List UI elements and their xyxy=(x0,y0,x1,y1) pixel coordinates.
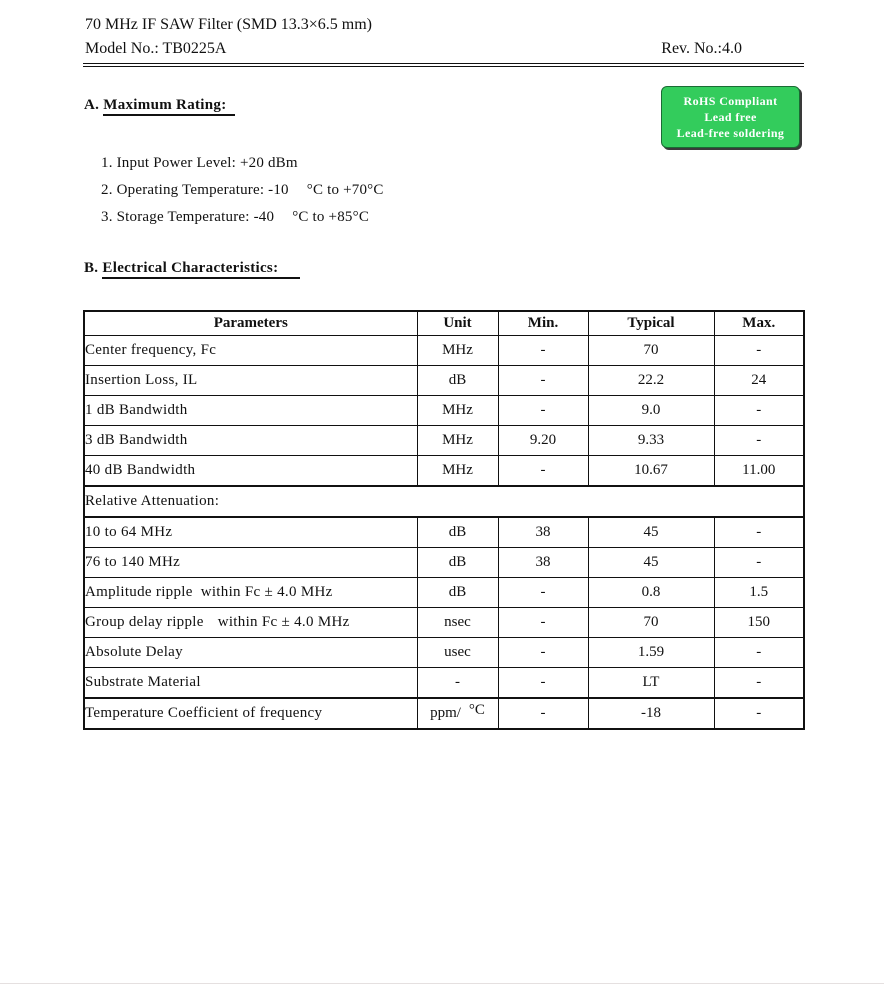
table-row: Center frequency, Fc MHz - 70 - xyxy=(84,336,804,366)
section-b-prefix: B. xyxy=(84,260,99,276)
document-header xyxy=(85,14,804,60)
header-unit: Unit xyxy=(417,311,498,336)
table-row: Absolute Delay usec - 1.59 - xyxy=(84,638,804,668)
section-a-prefix: A. xyxy=(84,97,100,113)
rating-item: 3. Storage Temperature: -40 °C to +85°C xyxy=(101,209,370,225)
table-row: 1 dB Bandwidth MHz - 9.0 - xyxy=(84,396,804,426)
relative-attenuation-row: Relative Attenuation: xyxy=(84,486,804,517)
header-divider-top xyxy=(83,63,804,64)
section-a-heading xyxy=(84,97,235,114)
table-row: 76 to 140 MHz dB 38 45 - xyxy=(84,548,804,578)
rohs-badge-line3: Lead-free soldering xyxy=(676,126,785,140)
header-divider-bottom xyxy=(83,66,804,67)
header-parameters: Parameters xyxy=(84,311,417,336)
rohs-badge xyxy=(661,86,800,148)
electrical-characteristics-table xyxy=(83,310,805,730)
rohs-badge-line2: Lead free xyxy=(704,110,757,124)
table-header-row xyxy=(84,311,804,336)
model-number: Model No.: TB0225A xyxy=(85,40,227,57)
header-meta-row xyxy=(85,38,804,60)
table-row: Group delay ripple within Fc ± 4.0 MHz nsec - 70 150 xyxy=(84,608,804,638)
rating-item: 1. Input Power Level: +20 dBm xyxy=(101,155,298,171)
header-max: Max. xyxy=(714,311,804,336)
section-b-title: Electrical Characteristics: xyxy=(102,260,300,279)
table-row: Temperature Coefficient of frequency ppm/ °C - -18 - xyxy=(84,698,804,729)
maximum-rating-list xyxy=(101,150,384,231)
table-row: Insertion Loss, IL dB - 22.2 24 xyxy=(84,366,804,396)
table-row: 10 to 64 MHz dB 38 45 - xyxy=(84,517,804,548)
table-row: Substrate Material - - LT - xyxy=(84,668,804,699)
rating-item: 2. Operating Temperature: -10 °C to +70°C xyxy=(101,182,384,198)
section-a-title: Maximum Rating: xyxy=(103,97,234,116)
table-row: Amplitude ripple within Fc ± 4.0 MHz dB - 0.8 1.5 xyxy=(84,578,804,608)
page-bottom-edge xyxy=(0,983,884,984)
revision-number: Rev. No.:4.0 xyxy=(661,40,742,57)
document-title: 70 MHz IF SAW Filter (SMD 13.3×6.5 mm) xyxy=(85,16,373,33)
header-min: Min. xyxy=(498,311,588,336)
header-typical: Typical xyxy=(588,311,714,336)
section-b-heading xyxy=(84,260,300,277)
table-row: 3 dB Bandwidth MHz 9.20 9.33 - xyxy=(84,426,804,456)
rohs-badge-line1: RoHS Compliant xyxy=(683,94,778,108)
table-row: 40 dB Bandwidth MHz - 10.67 11.00 xyxy=(84,456,804,487)
